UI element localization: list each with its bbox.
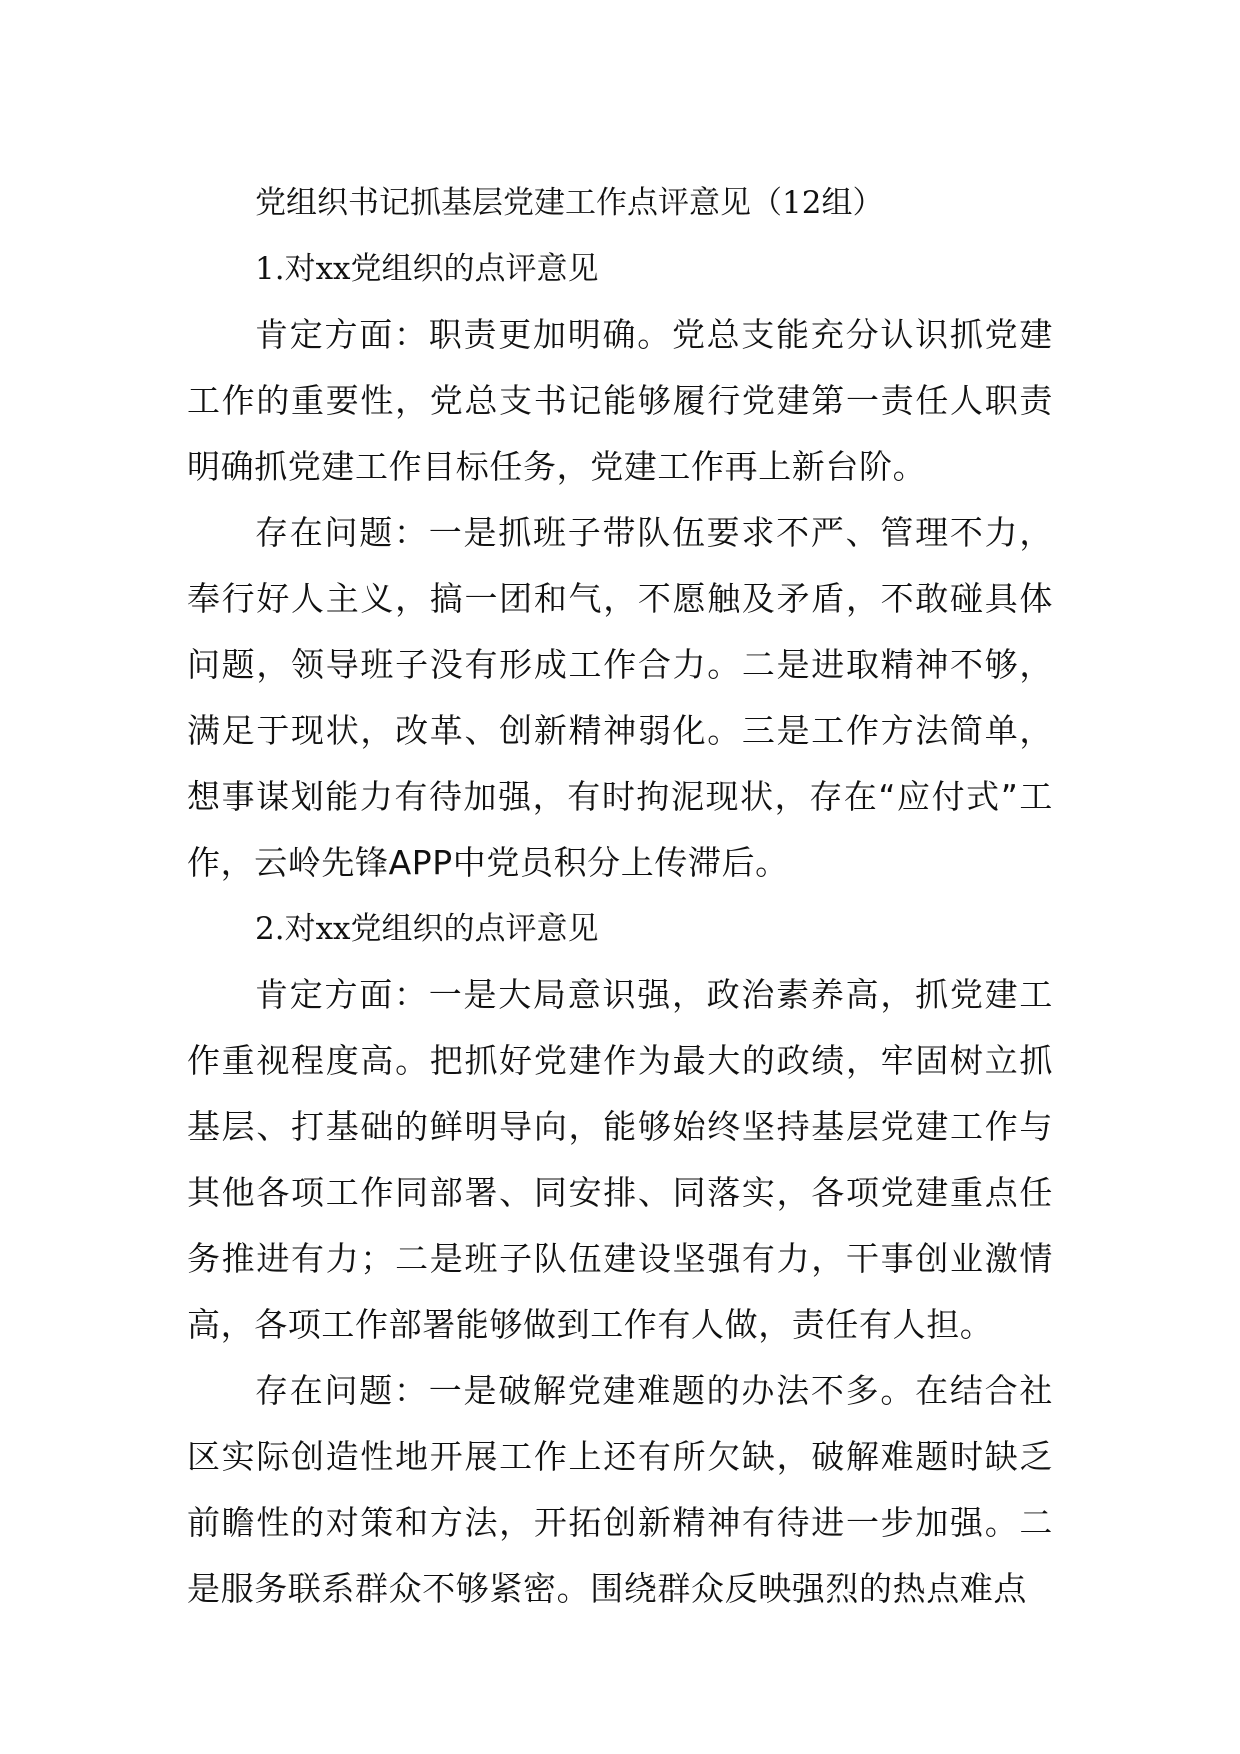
section-2-problems-paragraph: 存在问题：一是破解党建难题的办法不多。在结合社区实际创造性地开展工作上还有所欠缺，破解难题时缺乏前瞻性的对策和方法，开拓创新精神有待进一步加强。二是服务联系群众不够紧密。围绕群众反映强烈的热点难点: [187, 1371, 1053, 1608]
section-1-positive-paragraph: 肯定方面：职责更加明确。党总支能充分认识抓党建工作的重要性，党总支书记能够履行党建第一责任人职责明确抓党建工作目标任务，党建工作再上新台阶。: [187, 315, 1053, 486]
document-body: [187, 170, 1053, 1622]
section-1-problems-paragraph: 存在问题：一是抓班子带队伍要求不严、管理不力，奉行好人主义，搞一团和气，不愿触及矛盾，不敢碰具体问题，领导班子没有形成工作合力。二是进取精神不够，满足于现状，改革、创新精神弱化。三是工作方法简单，想事谋划能力有待加强，有时拘泥现状，存在“应付式”工作，云岭先锋APP中党员积分上传滞后。: [187, 513, 1053, 882]
section-1-heading: 1.对xx党组织的点评意见: [255, 251, 599, 287]
section-2-heading: 2.对xx党组织的点评意见: [255, 911, 599, 947]
document-title: 党组织书记抓基层党建工作点评意见（12组）: [255, 185, 884, 221]
section-2-positive-paragraph: 肯定方面：一是大局意识强，政治素养高，抓党建工作重视程度高。把抓好党建作为最大的政绩，牢固树立抓基层、打基础的鲜明导向，能够始终坚持基层党建工作与其他各项工作同部署、同安排、同落实，各项党建重点任务推进有力；二是班子队伍建设坚强有力，干事创业激情高，各项工作部署能够做到工作有人做，责任有人担。: [187, 975, 1053, 1344]
